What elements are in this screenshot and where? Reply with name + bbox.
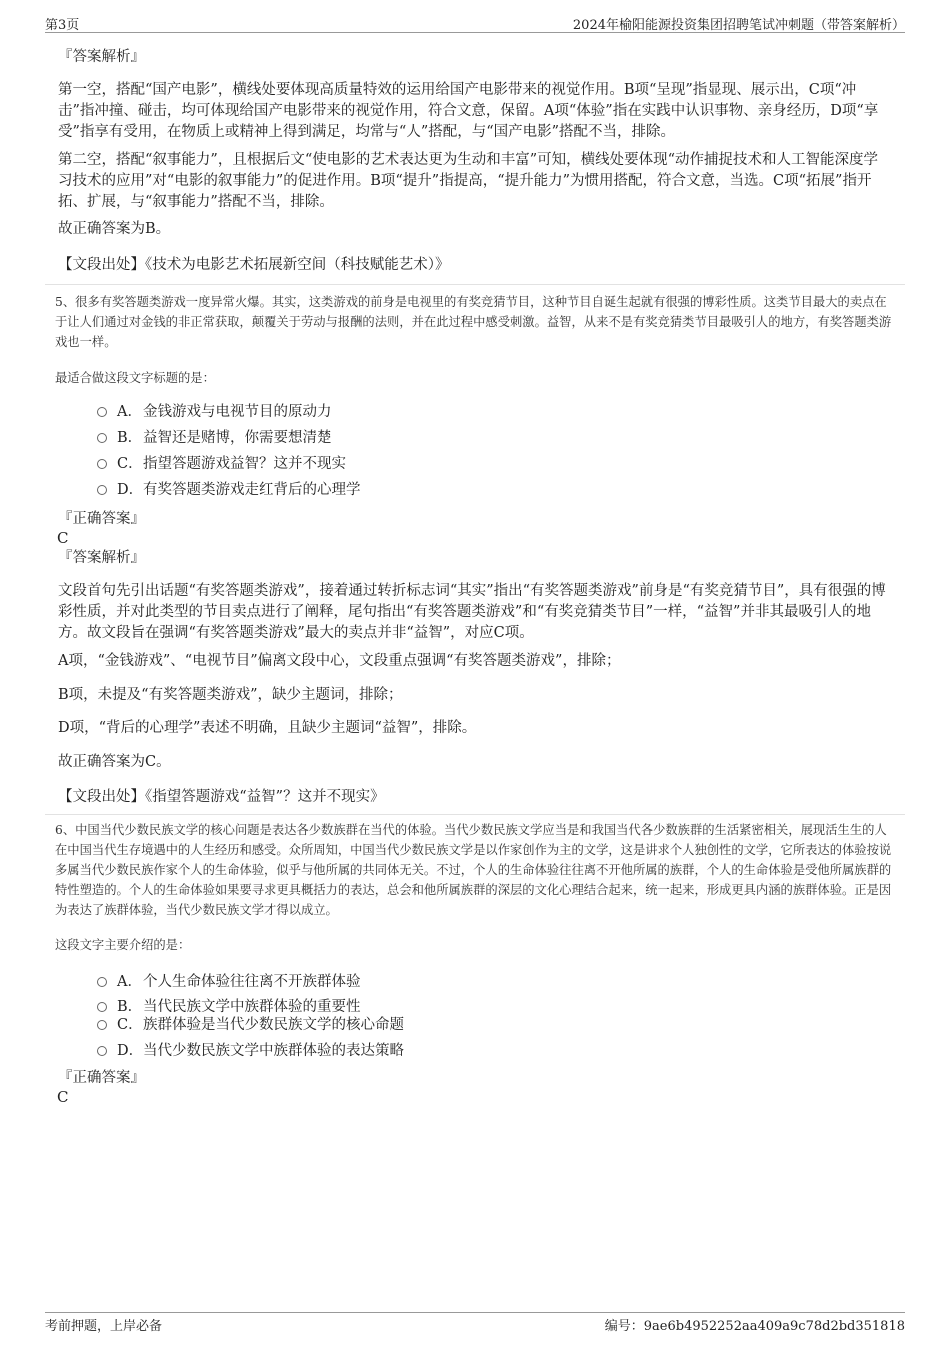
analysis-paragraph: D项，“背后的心理学”表述不明确，且缺少主题词“益智”，排除。 [58,720,477,736]
conclusion-text: 故正确答案为B。 [58,221,171,237]
page-header [45,12,905,33]
correct-answer: C [57,1088,69,1106]
radio-icon[interactable] [97,459,107,469]
option-b[interactable]: B．当代民族文学中族群体验的重要性 [97,997,361,1017]
source-citation: 【文段出处】《指望答题游戏“益智”？这并不现实》 [58,789,385,805]
option-a[interactable]: A．金钱游戏与电视节目的原动力 [97,402,332,422]
analysis-paragraph: B项，未提及“有奖答题类游戏”，缺少主题词，排除； [58,687,403,703]
analysis-paragraph: 第一空，搭配“国产电影”，横线处要体现高质量特效的运用给国产电影带来的视觉作用。B项“呈现”指显现、展示出，C项“冲击”指冲撞、碰击，均可体现给国产电影带来的视觉作用，符合文意，保留。A项“体验”指在实践中认识事物、亲身经历，D项“享受”指享有受用，在物质上或精神上得到满足，均常与“人”搭配，与“国产电影”搭配不当，排除。 [58,82,879,140]
conclusion-text: 故正确答案为C。 [58,754,171,770]
option-b[interactable]: B．益智还是赌博，你需要想清楚 [97,428,332,448]
analysis-paragraph: 第二空，搭配“叙事能力”，且根据后文“使电影的艺术表达更为生动和丰富”可知，横线处要体现“动作捕捉技术和人工智能深度学习技术的应用”对“电影的叙事能力”的促进作用。B项“提升”指提高，“提升能力”为惯用搭配，符合文意，当选。C项“拓展”指开拓、扩展，与“叙事能力”搭配不当，排除。 [58,152,879,210]
divider [45,284,905,285]
option-c[interactable]: C．指望答题游戏益智？这并不现实 [97,454,346,474]
radio-icon[interactable] [97,977,107,987]
question-stem: 6、中国当代少数民族文学的核心问题是表达各少数族群在当代的体验。当代少数民族文学应当是和我国当代各少数族群的生活紧密相关，展现活生生的人在中国当代生存境遇中的人生经历和感受。众所周知，中国当代少数民族文学是以作家创作为主的文学，这是讲求个人独创性的文学，它所表达的体验按说多属当代少数民族作家个人的生命体验，似乎与他所属的共同体无关。不过，个人的生命体验往往离不开他所属的族群，个人的生命体验是受他所属族群的特性塑造的。个人的生命体验如果要寻求更具概括力的表达，总会和他所属族群的深层的文化心理结合起来，统一起来，形成更具内涵的族群体验。正是因为表达了族群体验，当代少数民族文学才得以成立。 [55,823,892,917]
analysis-heading: 『答案解析』 [58,49,145,65]
question-prompt: 最适合做这段文字标题的是： [55,371,215,385]
analysis-paragraph: 文段首句先引出话题“有奖答题类游戏”，接着通过转折标志词“其实”指出“有奖答题类游戏”前身是“有奖竞猜节目”，具有很强的博彩性质，并对此类型的节目卖点进行了阐释，尾句指出“有奖答题类游戏”和“有奖竞猜类节目”一样，“益智”并非其最吸引人的地方。故文段旨在强调“有奖答题类游戏”最大的卖点并非“益智”，对应C项。 [58,583,886,641]
analysis-paragraph: A项，“金钱游戏”、“电视节目”偏离文段中心，文段重点强调“有奖答题类游戏”，排除； [58,653,621,669]
option-c[interactable]: C．族群体验是当代少数民族文学的核心命题 [97,1015,404,1035]
option-d[interactable]: D．当代少数民族文学中族群体验的表达策略 [97,1041,404,1061]
radio-icon[interactable] [97,1046,107,1056]
footer-slogan: 考前押题，上岸必备 [45,1319,163,1334]
radio-icon[interactable] [97,485,107,495]
radio-icon[interactable] [97,407,107,417]
radio-icon[interactable] [97,1020,107,1030]
analysis-heading: 『答案解析』 [58,550,145,566]
page-number: 第3页 [45,18,80,33]
option-a[interactable]: A．个人生命体验往往离不开族群体验 [97,972,361,992]
document-id: 编号：9ae6b4952252aa409a9c78d2bd351818 [604,1319,905,1334]
answer-heading: 『正确答案』 [58,1070,145,1086]
document-title: 2024年榆阳能源投资集团招聘笔试冲刺题（带答案解析） [572,18,905,33]
correct-answer: C [57,529,69,547]
option-d[interactable]: D．有奖答题类游戏走红背后的心理学 [97,480,361,500]
divider [45,814,905,815]
answer-heading: 『正确答案』 [58,511,145,527]
radio-icon[interactable] [97,1002,107,1012]
question-stem: 5、很多有奖答题类游戏一度异常火爆。其实，这类游戏的前身是电视里的有奖竞猜节目，这种节目自诞生起就有很强的博彩性质。这类节目最大的卖点在于让人们通过对金钱的非正常获取，颠覆关于劳动与报酬的法则，并在此过程中感受刺激。益智，从来不是有奖竞猜类节目最吸引人的地方，有奖答题类游戏也一样。 [55,295,892,349]
page-footer [45,1312,905,1335]
radio-icon[interactable] [97,433,107,443]
source-citation: 【文段出处】《技术为电影艺术拓展新空间（科技赋能艺术）》 [58,257,450,273]
question-prompt: 这段文字主要介绍的是： [55,938,191,952]
